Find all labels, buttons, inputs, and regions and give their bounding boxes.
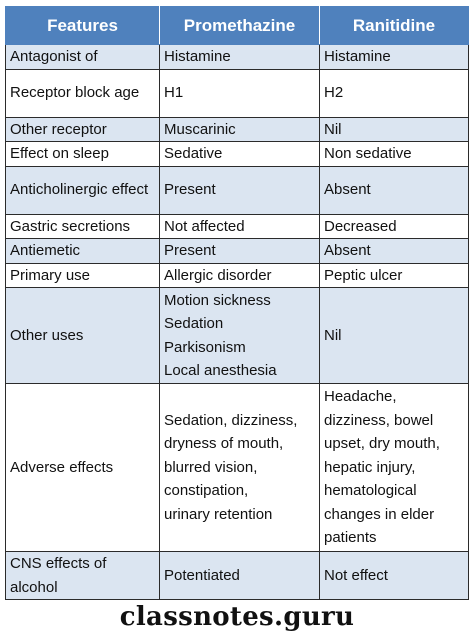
feature-cell: Primary use	[6, 263, 160, 288]
promethazine-cell: Muscarinic	[160, 117, 320, 142]
table-row	[6, 69, 469, 117]
promethazine-cell: Sedative	[160, 142, 320, 167]
feature-cell: Antiemetic	[6, 239, 160, 264]
ranitidine-cell: Not effect	[320, 552, 469, 600]
ranitidine-cell: Peptic ulcer	[320, 263, 469, 288]
cell-line: changes in elder	[324, 505, 435, 523]
ranitidine-cell: Nil	[320, 117, 469, 142]
promethazine-cell	[160, 384, 320, 552]
promethazine-cell: H1	[160, 69, 320, 117]
promethazine-cell: Histamine	[160, 45, 320, 70]
comparison-table	[5, 6, 469, 600]
feature-cell: Other uses	[6, 288, 160, 384]
cell-line: hematological	[324, 482, 417, 500]
ranitidine-cell	[320, 384, 469, 552]
cell-line: Headache,	[324, 388, 397, 406]
feature-cell: Anticholinergic effect	[6, 166, 160, 214]
promethazine-cell: Not affected	[160, 214, 320, 239]
header-ranitidine: Ranitidine	[320, 7, 469, 45]
feature-cell: Effect on sleep	[6, 142, 160, 167]
promethazine-cell: Present	[160, 239, 320, 264]
table-row	[6, 166, 469, 214]
ranitidine-cell: Non sedative	[320, 142, 469, 167]
table-row	[6, 263, 469, 288]
ranitidine-cell: Nil	[320, 288, 469, 384]
header-promethazine: Promethazine	[160, 7, 320, 45]
ranitidine-cell: Absent	[320, 239, 469, 264]
cell-line: urinary retention	[164, 505, 273, 523]
promethazine-cell: Allergic disorder	[160, 263, 320, 288]
ranitidine-cell: Histamine	[320, 45, 469, 70]
cell-line: hepatic injury,	[324, 458, 416, 476]
feature-cell: CNS effects of alcohol	[6, 552, 160, 600]
feature-cell: Antagonist of	[6, 45, 160, 70]
table-row	[6, 239, 469, 264]
feature-cell: Gastric secretions	[6, 214, 160, 239]
table-row	[6, 288, 469, 384]
table-row	[6, 214, 469, 239]
promethazine-cell: Potentiated	[160, 552, 320, 600]
cell-line: Motion sickness	[164, 291, 271, 309]
site-watermark: classnotes.guru	[119, 602, 355, 632]
ranitidine-cell: H2	[320, 69, 469, 117]
cell-line: patients	[324, 529, 377, 547]
cell-line: blurred vision,	[164, 458, 258, 476]
cell-line: Local anesthesia	[164, 362, 277, 379]
promethazine-cell: Present	[160, 166, 320, 214]
cell-line: Sedation, dizziness,	[164, 411, 298, 429]
promethazine-cell	[160, 288, 320, 384]
cell-line: Sedation	[164, 315, 224, 332]
table-row	[6, 45, 469, 70]
header-features: Features	[6, 7, 160, 45]
feature-cell: Adverse effects	[6, 384, 160, 552]
table-row	[6, 384, 469, 552]
cell-line: constipation,	[164, 482, 249, 500]
cell-line: dryness of mouth,	[164, 435, 284, 453]
feature-cell: Receptor block age	[6, 69, 160, 117]
feature-cell: Other receptor	[6, 117, 160, 142]
ranitidine-cell: Absent	[320, 166, 469, 214]
header-row	[6, 7, 469, 45]
cell-line: upset, dry mouth,	[324, 435, 440, 453]
cell-line: dizziness, bowel	[324, 411, 434, 429]
cell-line: Parkisonism	[164, 338, 246, 356]
table-row	[6, 142, 469, 167]
table-row	[6, 552, 469, 600]
ranitidine-cell: Decreased	[320, 214, 469, 239]
table-row	[6, 117, 469, 142]
